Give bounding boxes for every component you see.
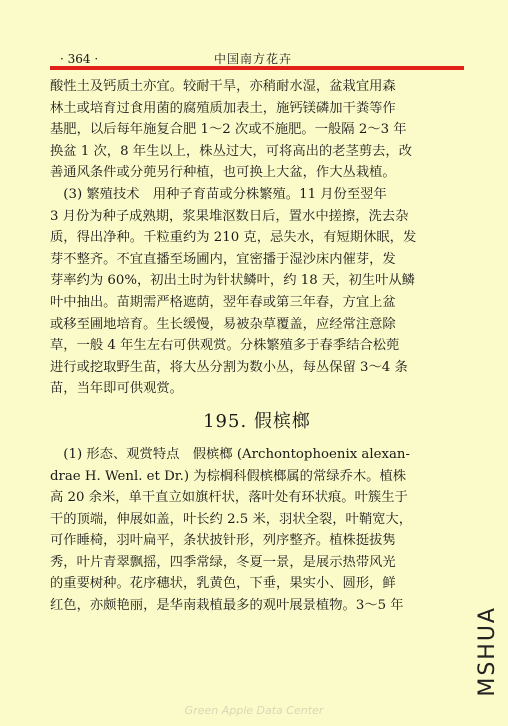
paragraph-3 xyxy=(50,444,464,617)
footer-watermark: Green Apple Data Center xyxy=(184,704,324,717)
text-line: 干的顶端，伸展如盖，叶长约 2.5 米，羽状全裂，叶鞘宽大， xyxy=(50,511,413,527)
text-line: 基肥，以后每年施复合肥 1～2 次或不施肥。一般隔 2～3 年 xyxy=(50,122,407,138)
text-line: (3) 繁殖技术 用种子育苗或分株繁殖。11 月份至翌年 xyxy=(50,186,387,202)
text-line: 红色，亦颇艳丽，是华南栽植最多的观叶展景植物。3～5 年 xyxy=(50,598,404,614)
text-line: 或移至圃地培育。生长缓慢，易被杂草覆盖，应经常注意除 xyxy=(50,316,396,332)
text-line: 可作睡椅，羽叶扁平，条状披针形，列序整齐。植株挺拔隽 xyxy=(50,533,396,549)
running-title: 中国南方花卉 xyxy=(214,52,293,66)
paragraph-1 xyxy=(50,76,464,184)
side-watermark: MSHUA xyxy=(475,606,500,697)
text-line: 苗，当年即可供观赏。 xyxy=(50,381,183,397)
text-line: 的重要树种。花序穗状，乳黄色，下垂，果实小、圆形，鲜 xyxy=(50,576,396,592)
text-line: 3 月份为种子成熟期，浆果堆沤数日后，置水中搓擦，洗去杂 xyxy=(50,208,409,224)
text-line: 善通风条件或分蔸另行种植，也可换上大盆，作大丛栽植。 xyxy=(50,165,396,181)
text-line: 进行或挖取野生苗，将大丛分割为数小丛，每丛保留 3～4 条 xyxy=(50,359,408,375)
text-line: 质，得出净种。千粒重约为 210 克，忌失水，有短期休眠，发 xyxy=(50,230,417,246)
text-line: 酸性土及钙质土亦宜。较耐干旱，亦稍耐水湿，盆栽宜用森 xyxy=(50,79,396,94)
header-rule xyxy=(50,66,464,70)
text-line: 林土或培育过食用菌的腐殖质加表土，施钙镁磷加干粪等作 xyxy=(50,100,396,116)
text-line: 换盆 1 次，8 年生以上，株丛过大，可将高出的老茎剪去，改 xyxy=(50,143,413,159)
text-line: (1) 形态、观赏特点 假槟榔 (Archontophoenix alexan- xyxy=(50,446,410,462)
text-line: 草，一般 4 年生左右可供观赏。分株繁殖多于春季结合松蔸 xyxy=(50,338,400,354)
page-body xyxy=(50,76,464,617)
text-line: 芽率约为 60%，初出土时为针状鳞叶，约 18 天，初生叶从鳞 xyxy=(50,273,415,289)
paragraph-2 xyxy=(50,184,464,400)
page-number: · 364 · xyxy=(60,52,99,66)
text-line: 叶中抽出。苗期需严格遮荫，翌年春或第三年春，方宜上盆 xyxy=(50,294,396,310)
text-line: 秀，叶片青翠飘摇，四季常绿，冬夏一景，是展示热带风光 xyxy=(50,554,396,570)
text-line: 高 20 余米，单干直立如旗杆状，落叶处有环状痕。叶簇生于 xyxy=(50,490,408,506)
text-line: drae H. Wenl. et Dr.) 为棕榈科假槟榔属的常绿乔木。植株 xyxy=(50,468,407,484)
section-heading: 195. 假槟榔 xyxy=(203,410,311,432)
text-line: 芽不整齐。不宜直播至场圃内，宜密播于湿沙床内催芽，发 xyxy=(50,251,396,267)
